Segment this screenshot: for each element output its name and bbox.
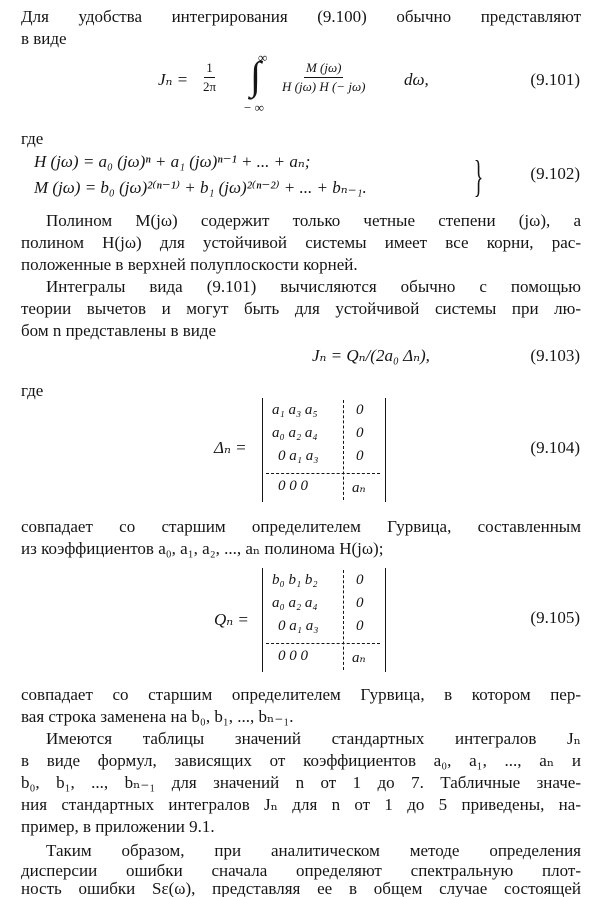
text-line: совпадает со старшим определителем Гурвица, в котором пер- xyxy=(21,685,581,704)
equation-number: (9.101) xyxy=(530,70,580,89)
block-divider-vertical xyxy=(343,400,344,500)
block-divider-horizontal xyxy=(266,473,380,474)
integral-sign: ∫ xyxy=(250,53,261,98)
equation-number: (9.102) xyxy=(530,164,580,183)
text-line: положенные в верхней полуплоскости корней. xyxy=(21,255,358,274)
text-line: Интегралы вида (9.101) вычисляются обычно с помощью xyxy=(46,277,581,296)
equation-9-103: Jₙ = Qₙ/(2a₀ Δₙ), xyxy=(312,346,430,365)
text-line: Имеются таблицы значений стандартных интегралов Jₙ xyxy=(46,729,581,748)
fraction-denominator: H (jω) H (− jω) xyxy=(282,79,366,94)
eq-lhs: Jₙ = xyxy=(158,70,189,89)
integral-lower-limit: − ∞ xyxy=(244,100,264,115)
eq-line: M (jω) = b₀ (jω)²⁽ⁿ⁻¹⁾ + b₁ (jω)²⁽ⁿ⁻²⁾ + ... + bₙ₋₁. xyxy=(34,178,367,197)
text-line: ния стандартных интегралов Jₙ для n от 1 до 5 приведены, на- xyxy=(21,795,581,814)
matrix-cell: 0 xyxy=(356,448,364,464)
matrix-cell: aₙ xyxy=(352,480,366,496)
text-line: b₀, b₁, ..., bₙ₋₁ для значений n от 1 до 7. Табличные значе- xyxy=(21,773,581,792)
text-line: бом n представлены в виде xyxy=(21,321,217,340)
text-line: Полином M(jω) содержит только четные степени (jω), а xyxy=(46,211,581,230)
text-line: совпадает со старшим определителем Гурвица, составленным xyxy=(21,517,581,536)
matrix-row: 0 0 0 xyxy=(278,648,308,664)
text-line: Для удобства интегрирования (9.100) обычно представляют xyxy=(21,7,581,26)
eq-coefficient xyxy=(203,60,216,95)
coef-denominator: 2π xyxy=(203,79,217,94)
matrix-row: 0 0 0 xyxy=(278,478,308,494)
matrix-cell: 0 xyxy=(356,425,364,441)
matrix-cell: 0 xyxy=(356,572,364,588)
eq-lhs: Δₙ = xyxy=(214,438,247,457)
matrix-row: b₀ b₁ b₂ xyxy=(272,572,318,588)
matrix-cell: aₙ xyxy=(352,650,366,666)
text-line: из коэффициентов a₀, a₁, a₂, ..., aₙ полинома H(jω); xyxy=(21,539,384,558)
matrix-row: 0 a₁ a₃ xyxy=(278,618,319,634)
text-line: в виде xyxy=(21,29,67,48)
text-line: ность ошибки Sε(ω), представляя ее в общем случае состоящей xyxy=(21,879,581,897)
text-line: теории вычетов и могут быть для устойчивой системы при лю- xyxy=(21,299,581,318)
matrix-row: a₀ a₂ a₄ xyxy=(272,425,318,441)
matrix-cell: 0 xyxy=(356,618,364,634)
equation-number: (9.105) xyxy=(530,608,580,627)
text-line: дисперсии ошибки сначала определяют спектральную плот- xyxy=(21,861,581,880)
text-line: в виде формул, зависящих от коэффициентов a₀, a₁, ..., aₙ и xyxy=(21,751,581,770)
matrix-row: 0 a₁ a₃ xyxy=(278,448,319,464)
eq-fraction xyxy=(282,60,365,95)
equation-number: (9.104) xyxy=(530,438,580,457)
eq-differential: dω, xyxy=(404,70,429,89)
text-line: вая строка заменена на b₀, b₁, ..., bₙ₋₁. xyxy=(21,707,294,726)
matrix-cell: 0 xyxy=(356,402,364,418)
text-line: где xyxy=(21,381,44,400)
text-line: Таким образом, при аналитическом методе определения xyxy=(46,841,581,860)
integral-upper-limit: ∞ xyxy=(258,50,268,65)
eq-lhs: Qₙ = xyxy=(214,610,249,629)
matrix-row: a₀ a₂ a₄ xyxy=(272,595,318,611)
equation-number: (9.103) xyxy=(530,346,580,365)
fraction-numerator: M (jω) xyxy=(304,60,344,78)
text-line: пример, в приложении 9.1. xyxy=(21,817,215,836)
right-brace: } xyxy=(473,152,484,201)
text-line: где xyxy=(21,129,44,148)
text-line: полином H(jω) для устойчивой системы имеет все корни, рас- xyxy=(21,233,581,252)
matrix-row: a₁ a₃ a₅ xyxy=(272,402,318,418)
eq-line: H (jω) = a₀ (jω)ⁿ + a₁ (jω)ⁿ⁻¹ + ... + aₙ; xyxy=(34,152,311,171)
block-divider-horizontal xyxy=(266,643,380,644)
coef-numerator: 1 xyxy=(204,60,215,78)
matrix-cell: 0 xyxy=(356,595,364,611)
block-divider-vertical xyxy=(343,570,344,670)
